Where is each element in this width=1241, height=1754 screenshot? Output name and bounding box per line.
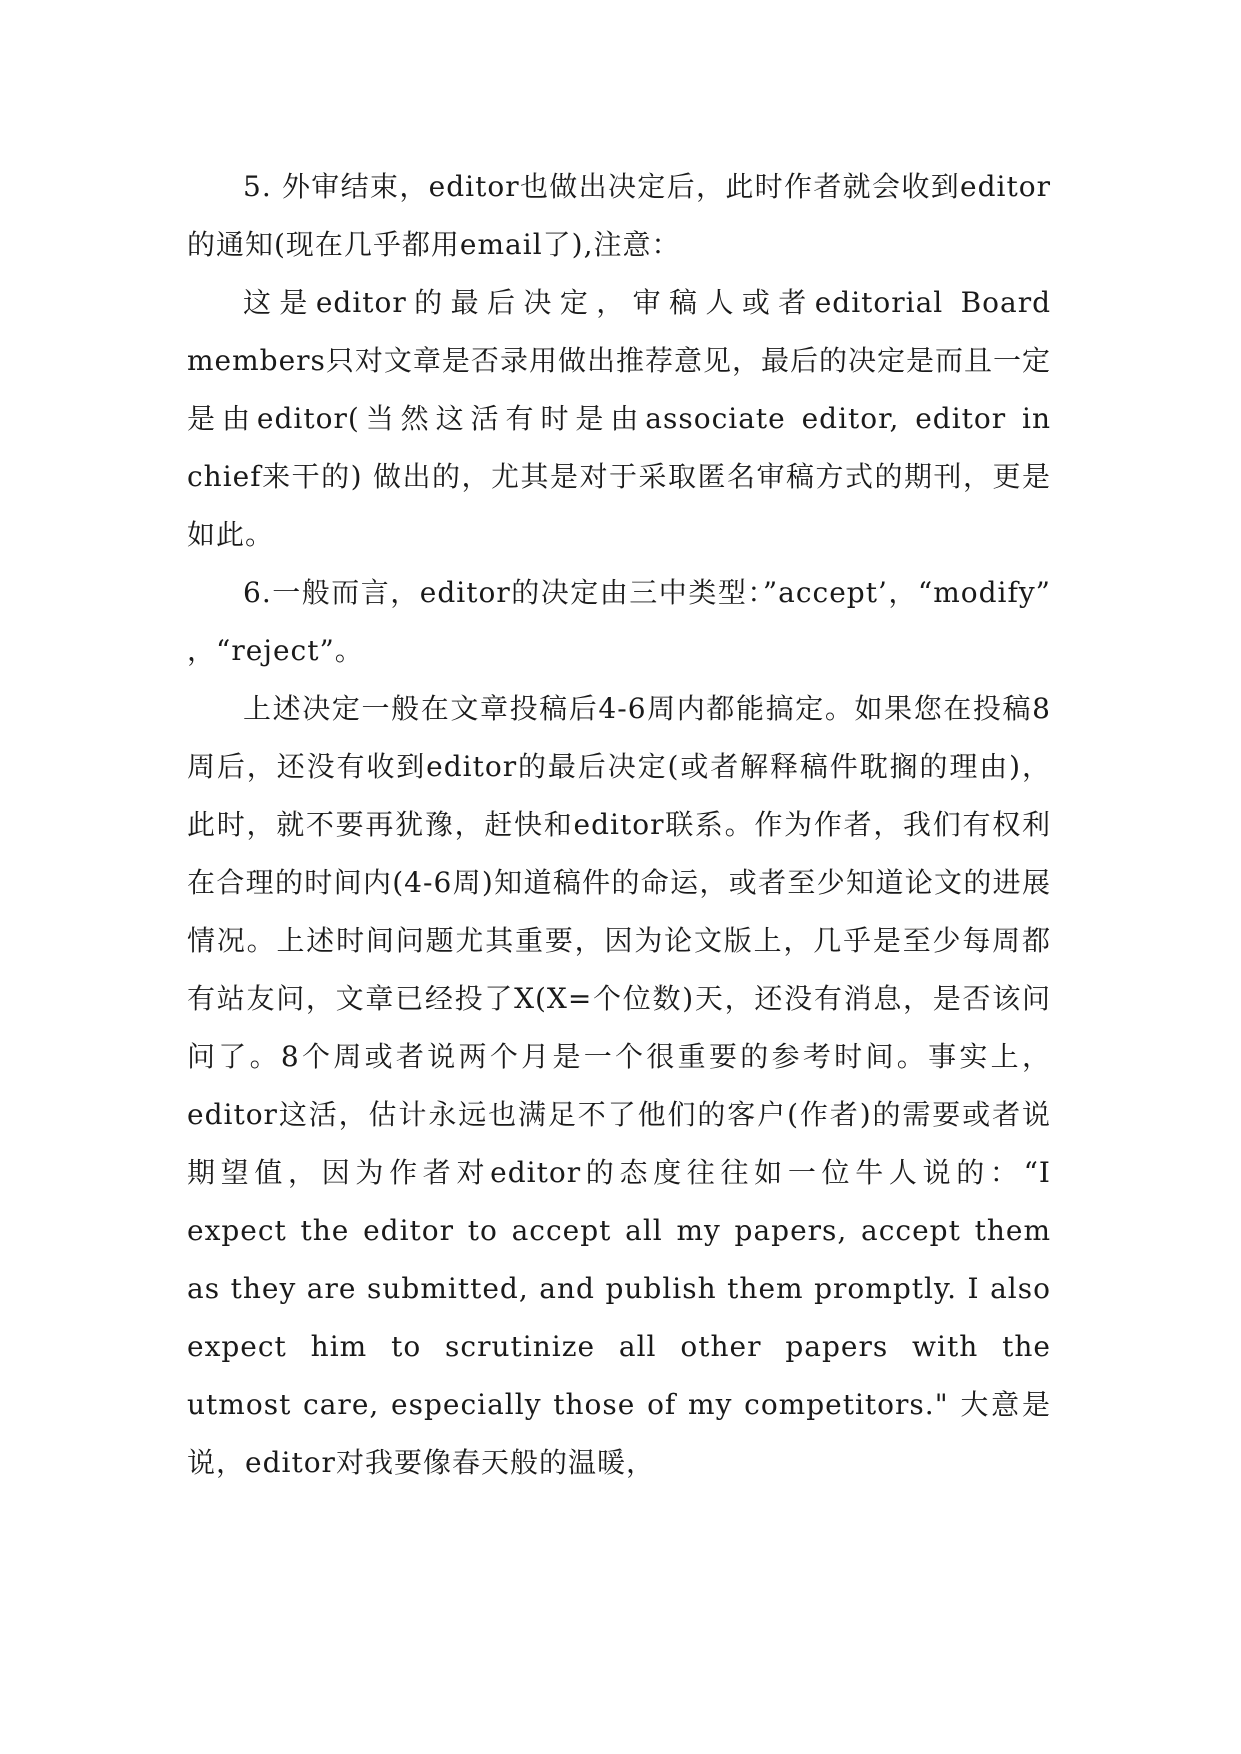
paragraph-decision-types: 6.一般而言，editor的决定由三中类型：”accept’，“modify” ，“reject”。 (187, 576, 1051, 667)
paragraph-decision-timing: 上述决定一般在文章投稿后4-6周内都能搞定。如果您在投稿8周后，还没有收到editor的最后决定(或者解释稿件耽搁的理由)，此时，就不要再犹豫，赶快和editor联系。作为作者，我们有权利在合理的时间内(4-6周)知道稿件的命运，或者至少知道论文的进展情况。上述时间问题尤其重要，因为论文版上，几乎是至少每周都有站友问，文章已经投了X(X=个位数)天，还没有消息，是否该问问了。8个周或者说两个月是一个很重要的参考时间。事实上，editor这活，估计永远也满足不了他们的客户(作者)的需要或者说期望值，因为作者对editor的态度往往如一位牛人说的：“I expect the editor to accept all my papers, accept them as they are submitted, and publish them promptly. I also expect him to scrutinize all other papers with the utmost care, especially those of my competitors." 大意是说，editor对我要像春天般的温暖， (187, 692, 1051, 1479)
document-body (187, 158, 1051, 1492)
paragraph-review-decision: 5. 外审结束，editor也做出决定后，此时作者就会收到editor的通知(现在几乎都用email了),注意： (187, 170, 1051, 261)
paragraph-editor-final-decision: 这是editor的最后决定，审稿人或者editorial Board members只对文章是否录用做出推荐意见，最后的决定是而且一定是由editor(当然这活有时是由associate editor, editor in chief来干的) 做出的，尤其是对于采取匿名审稿方式的期刊，更是如此。 (187, 286, 1051, 551)
